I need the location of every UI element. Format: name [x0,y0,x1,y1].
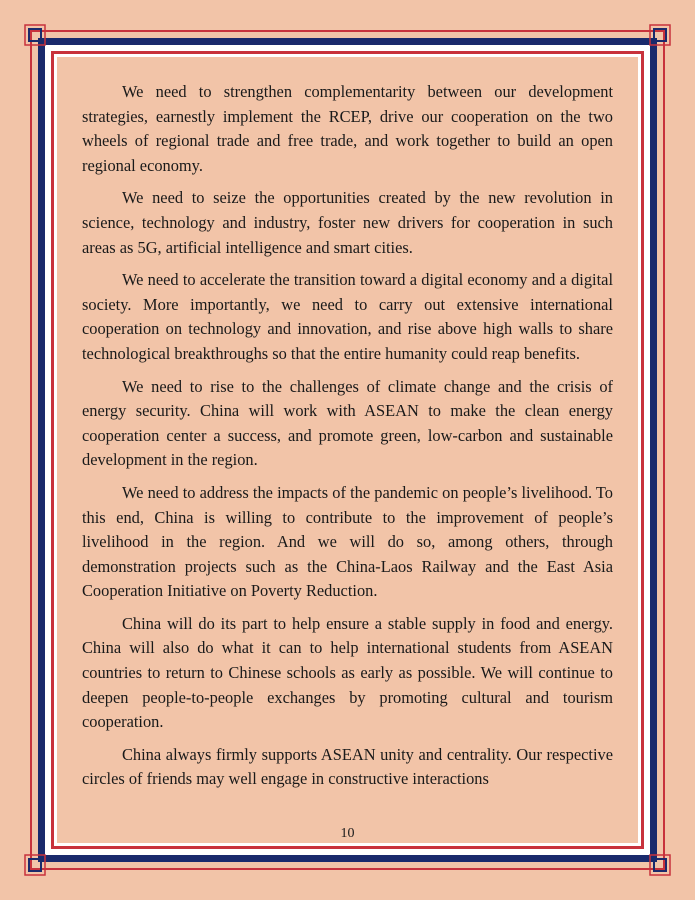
paragraph: We need to seize the opportunities created by the new revolution in science, technology and industry, foster new drivers for cooperation in such areas as 5G, artificial intelligence and smart cities. [82,188,613,257]
paragraph: We need to strengthen complementarity between our development strategies, earnestly implement the RCEP, drive our cooperation on the two wheels of regional trade and free trade, and work together to build an open regional economy. [82,82,613,175]
paragraph: We need to accelerate the transition toward a digital economy and a digital society. More importantly, we need to carry out extensive international cooperation on technology and innovation, and rise above high walls to share technological breakthroughs so that the entire humanity could reap benefits. [82,270,613,363]
corner-ornament-icon [649,24,671,46]
paragraph: China always firmly supports ASEAN unity and centrality. Our respective circles of friends may well engage in constructive interactions [82,744,613,789]
corner-ornament-icon [649,854,671,876]
corner-ornament-icon [24,854,46,876]
paragraph: We need to address the impacts of the pandemic on people’s livelihood. To this end, China is willing to contribute to the improvement of people’s livelihood in the region. And we will do so, among others, through demonstration projects such as the China-Laos Railway and the East Asia Cooperation Initiative on Poverty Reduction. [82,482,613,601]
page-number: 10 [340,826,355,841]
paragraph: We need to rise to the challenges of climate change and the crisis of energy security. China will work with ASEAN to make the clean energy cooperation center a success, and promote green, low-carbon and sustainable development in the region. [82,376,613,470]
corner-ornament-icon [24,24,46,46]
paragraph: China will do its part to help ensure a stable supply in food and energy. China will also do what it can to help international students from ASEAN countries to return to Chinese schools as early as possible. We will continue to deepen people-to-people exchanges by promoting cultural and tourism cooperation. [82,613,613,732]
body-text [82,80,613,800]
